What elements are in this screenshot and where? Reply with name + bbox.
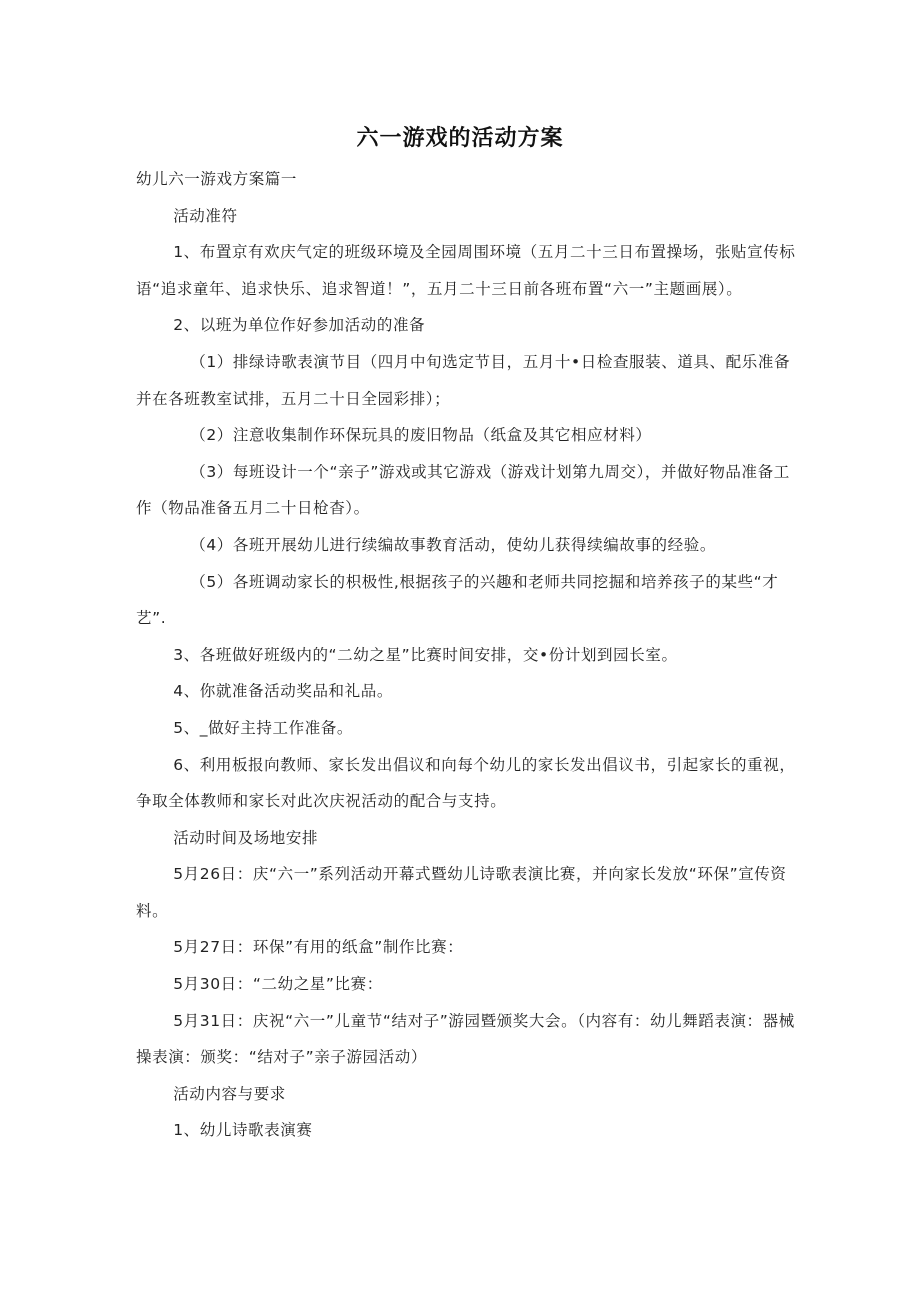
paragraph-subitem-1: （1）排绿诗歌表演节目（四月中旬选定节目，五月十•日检查服装、道具、配乐准备并在各班教室试排，五月二十日全园彩排）；	[136, 352, 791, 408]
paragraph-item-4: 4、你就准备活动奖品和礼品。	[173, 682, 393, 701]
paragraph-item-6: 6、利用板报向教师、家长发出倡议和向每个幼儿的家长发出倡议书，引起家长的重视，争取全体教师和家长对此次庆祝活动的配合与支持。	[136, 755, 796, 811]
paragraph-subitem-2: （2）注意收集制作环保玩具的废旧物品（纸盒及其它相应材料）	[190, 426, 652, 445]
paragraph-subitem-3: （3）每班设计一个“亲子”游戏或其它游戏（游戏计划第九周交），并做好物品准备工作（物品准备五月二十日枪杳）。	[136, 462, 790, 518]
subheading-content: 活动内容与要求	[173, 1084, 286, 1103]
paragraph-item-5: 5、_做好主持工作准备。	[173, 718, 353, 737]
section-heading: 幼儿六一游戏方案篇一	[136, 170, 298, 188]
content-item-1: 1、幼儿诗歌表演赛	[173, 1121, 313, 1140]
paragraph-subitem-4: （4）各班开展幼儿进行续编故事教育活动，使幼儿获得续编故事的经验。	[190, 535, 716, 554]
paragraph-item-2: 2、以班为单位作好参加活动的准备	[173, 316, 426, 335]
document-title: 六一游戏的活动方案	[356, 126, 564, 151]
subheading-preparation: 活动准符	[173, 206, 238, 225]
paragraph-item-1: 1、布置京有欢庆气定的班级环境及全园周围环境（五月二十三日布置操场，张贴宣传标语“追求童年、追求快乐、追求智道！”，五月二十三日前各班布置“六一”主题画展）。	[136, 243, 796, 298]
schedule-item-0531: 5月31日：庆祝“六一”儿童节“结对子”游园暨颁奖大会。（内容有：幼儿舞蹈表演：器械操表演：颁奖：“结对子”亲子游园活动）	[136, 1011, 795, 1067]
schedule-item-0526: 5月26日：庆“六一”系列活动开幕式暨幼儿诗歌表演比赛，并向家长发放“环保”宣传资料。	[136, 865, 787, 920]
paragraph-item-3: 3、各班做好班级内的“二幼之星”比赛时间安排，交•份计划到园长室。	[173, 645, 678, 664]
schedule-item-0527: 5月27日：环保”有用的纸盒”制作比赛：	[173, 938, 464, 957]
paragraph-subitem-5: （5）各班调动家长的枳极性,根据孩子的兴趣和老师共同挖掘和培养孩子的某些“才艺”.	[136, 572, 779, 628]
document-body	[136, 161, 796, 1149]
schedule-item-0530: 5月30日：“二幼之星”比赛：	[173, 975, 383, 994]
subheading-schedule: 活动时间及场地安排	[173, 828, 319, 847]
